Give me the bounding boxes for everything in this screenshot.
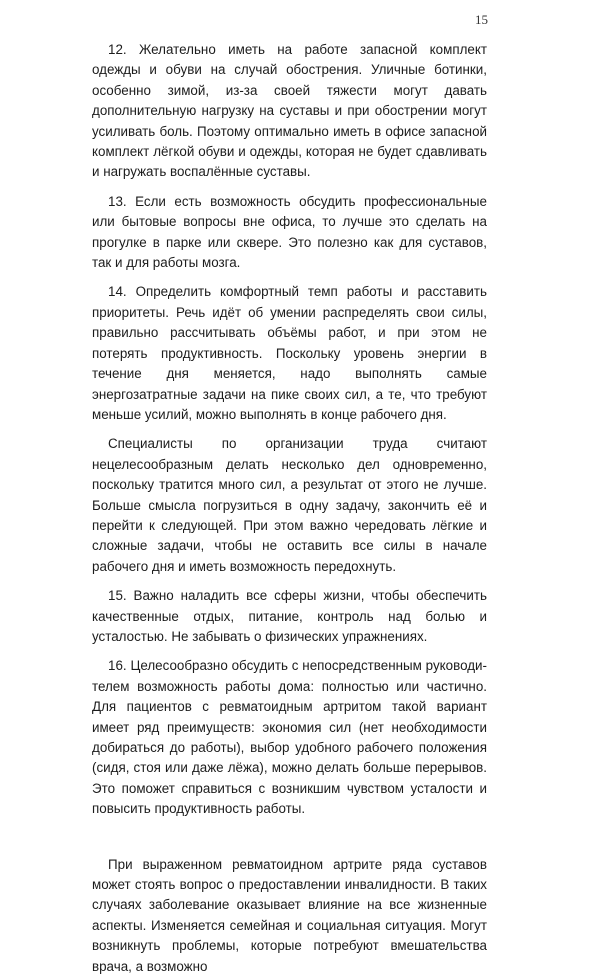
paragraph-disability: При выраженном ревматоидном артрите ряда суставов может стоять вопрос о предоставлении инвалидности. В таких случаях заболевание оказывает влияние на все жизненные аспекты. Изменяется семейная и социальная ситуация. Могут возникнуть проблемы, которые потребуют вмешательства врача, а возможно [92, 856, 487, 974]
paragraph-specialists: Специалисты по организации труда считают нецелесообразным делать несколько дел одновременно, поскольку тратится много сил, а результат от этого не лучше. Больше смысла погрузиться в одну задачу, закончить её и перейти к следующей. При этом важно чередовать лёгкие и сложные задачи, чтобы не оставить все силы в начале рабочего дня и иметь возможность передохнуть. [92, 436, 487, 574]
paragraph-item-13: 13. Если есть возможность обсудить профессиональные или бытовые вопросы вне офиса, то лучше это сделать на прогулке в парке или сквере. Это полезно как для суставов, так и для работы мозга. [92, 193, 487, 271]
paragraph-item-16: 16. Целесообразно обсудить с непосредственным руководителем возможность работы дома: полностью или частично. Для пациентов с ревматоидным артритом такой вариант имеет ряд преимуществ: экономия сил (нет необходимости добираться до работы), выбор удобного рабочего положения (сидя, стоя или даже лёжа), можно делать больше перерывов. Это поможет справиться с возникшим чувством усталости и повысить продуктивность работы. [92, 658, 487, 817]
page-number: 15 [475, 12, 488, 27]
paragraph-item-12: 12. Желательно иметь на работе запасной комплект одежды и обуви на случай обострения. Уличные ботинки, особенно зимой, из-за своей тяжести могут давать дополнительную нагрузку на суставы и при обострении могут усиливать боль. Поэтому оптимально иметь в офисе запасной комплект лёгкой обуви и одежды, которая не будет сдавливать и нагружать воспалённые суставы. [92, 42, 487, 180]
paragraph-item-14: 14. Определить комфортный темп работы и расставить приоритеты. Речь идёт об умении распределять свои силы, правильно рассчитывать объёмы работ, и при этом не потерять продуктивность. Поскольку уровень энергии в течение дня меняется, надо выполнять самые энергозатратные задачи на пике своих сил, а те, что требуют меньше усилий, можно выполнять в конце рабочего дня. [92, 284, 487, 422]
page-body [92, 40, 487, 977]
section-spacer [92, 829, 487, 855]
paragraph-item-15: 15. Важно наладить все сферы жизни, чтобы обеспечить качественные отдых, питание, контроль над болью и усталостью. Не забывать о физических упражнениях. [92, 588, 487, 644]
